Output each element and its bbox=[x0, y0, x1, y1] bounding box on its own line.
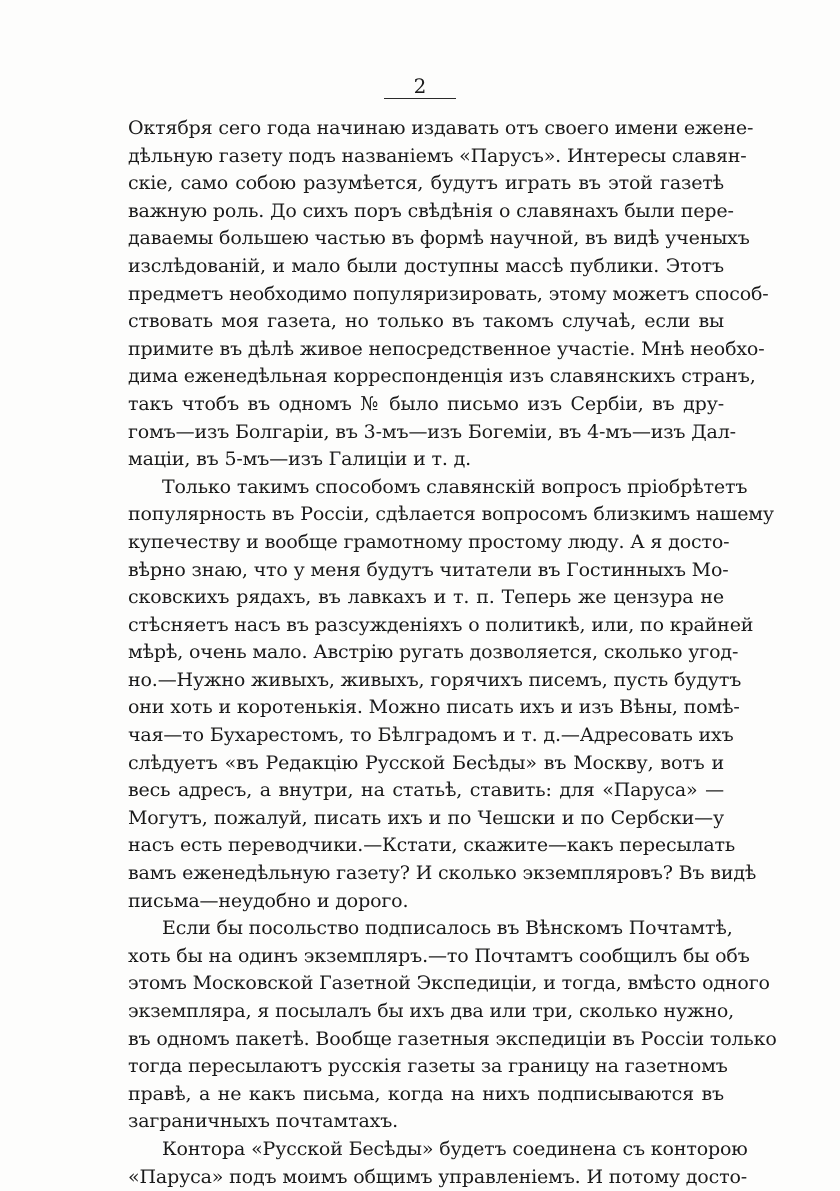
text-line: предметъ необходимо популяризировать, этому можетъ способ- bbox=[128, 282, 769, 305]
text-line: мѣрѣ, очень мало. Австрію ругать дозволяется, сколько угод- bbox=[128, 641, 739, 664]
text-line: дѣльную газету подъ названіемъ «Парусъ». Интересы славян- bbox=[128, 144, 747, 167]
text-line: такъ чтобъ въ одномъ № было письмо изъ Сербіи, въ дру- bbox=[128, 392, 724, 415]
text-line: примите въ дѣлѣ живое непосредственное участіе. Мнѣ необхо- bbox=[128, 337, 765, 360]
header-rule bbox=[384, 98, 456, 99]
text-line: купечеству и вообще грамотному простому люду. А я досто- bbox=[128, 530, 730, 553]
text-line: вамъ еженедѣльную газету? И сколько экземпляровъ? Въ видѣ bbox=[128, 862, 757, 885]
text-line: письма—неудобно и дорого. bbox=[128, 889, 409, 912]
text-line: гомъ—изъ Болгаріи, въ 3-мъ—изъ Богеміи, въ 4-мъ—изъ Дал- bbox=[128, 420, 736, 443]
text-line: Могутъ, пожалуй, писать ихъ и по Чешски и по Сербски—у bbox=[128, 806, 724, 829]
text-line: Октября сего года начинаю издавать отъ своего имени ежене- bbox=[128, 117, 754, 139]
paragraph bbox=[128, 474, 774, 916]
text-line: стѣсняетъ насъ въ разсужденіяхъ о политикѣ, или, по крайней bbox=[128, 613, 754, 636]
paragraph bbox=[128, 115, 769, 474]
body-text bbox=[128, 115, 777, 1191]
paragraph bbox=[128, 915, 777, 1136]
text-line: скіе, само собою разумѣется, будутъ играть въ этой газетѣ bbox=[128, 172, 724, 195]
text-line: этомъ Московской Газетной Экспедиціи, и тогда, вмѣсто одного bbox=[128, 972, 770, 995]
text-line: въ одномъ пакетѣ. Вообще газетныя экспедиціи въ Россіи только bbox=[128, 1027, 777, 1050]
text-line: Контора «Русской Бесѣды» будетъ соединена съ конторою bbox=[162, 1137, 748, 1160]
text-line: вѣрно знаю, что у меня будутъ читатели въ Гостинныхъ Мо- bbox=[128, 558, 729, 581]
text-line: популярность въ Россіи, сдѣлается вопросомъ близкимъ нашему bbox=[128, 503, 774, 526]
text-line: важную роль. До сихъ поръ свѣдѣнія о славянахъ были пере- bbox=[128, 199, 734, 222]
text-line: даваемы большею частью въ формѣ научной, въ видѣ ученыхъ bbox=[128, 227, 750, 250]
page-number: 2 bbox=[413, 74, 427, 98]
text-line: изслѣдованій, и мало были доступны массѣ публики. Этотъ bbox=[128, 254, 724, 277]
text-line: Если бы посольство подписалось въ Вѣнскомъ Почтамтѣ, bbox=[162, 917, 733, 940]
text-line: тогда пересылаютъ русскія газеты за границу на газетномъ bbox=[128, 1055, 728, 1078]
text-line: правѣ, а не какъ письма, когда на нихъ подписываются въ bbox=[128, 1082, 724, 1105]
text-line: хоть бы на одинъ экземпляръ.—то Почтамтъ сообщилъ бы объ bbox=[128, 944, 750, 967]
text-line: ствовать моя газета, но только въ такомъ случаѣ, если вы bbox=[128, 310, 724, 333]
text-line: маціи, въ 5-мъ—изъ Галиціи и т. д. bbox=[128, 448, 472, 471]
text-line: Только такимъ способомъ славянскій вопросъ пріобрѣтетъ bbox=[162, 475, 748, 498]
text-line: заграничныхъ почтамтахъ. bbox=[128, 1110, 399, 1133]
text-line: весь адресъ, а внутри, на статьѣ, ставить: для «Паруса» — bbox=[128, 779, 724, 802]
text-line: насъ есть переводчики.—Кстати, скажите—какъ пересылать bbox=[128, 834, 736, 857]
text-line: чая—то Бухарестомъ, то Бѣлградомъ и т. д.—Адресовать ихъ bbox=[128, 724, 734, 747]
text-line: экземпляра, я посылалъ бы ихъ два или три, сколько нужно, bbox=[128, 1000, 735, 1022]
text-line: но.—Нужно живыхъ, живыхъ, горячихъ писемъ, пусть будутъ bbox=[128, 668, 742, 691]
text-line: сковскихъ рядахъ, въ лавкахъ и т. п. Теперь же цензура не bbox=[128, 586, 724, 609]
text-line: дима еженедѣльная корреспонденція изъ славянскихъ странъ, bbox=[128, 365, 756, 388]
text-line: они хоть и коротенькія. Можно писать ихъ и изъ Вѣны, помѣ- bbox=[128, 696, 740, 719]
paragraph bbox=[128, 1136, 748, 1191]
text-line: «Паруса» подъ моимъ общимъ управленіемъ. И потому досто- bbox=[128, 1165, 748, 1188]
text-line: слѣдуетъ «въ Редакцію Русской Бесѣды» въ Москву, вотъ и bbox=[128, 751, 724, 774]
